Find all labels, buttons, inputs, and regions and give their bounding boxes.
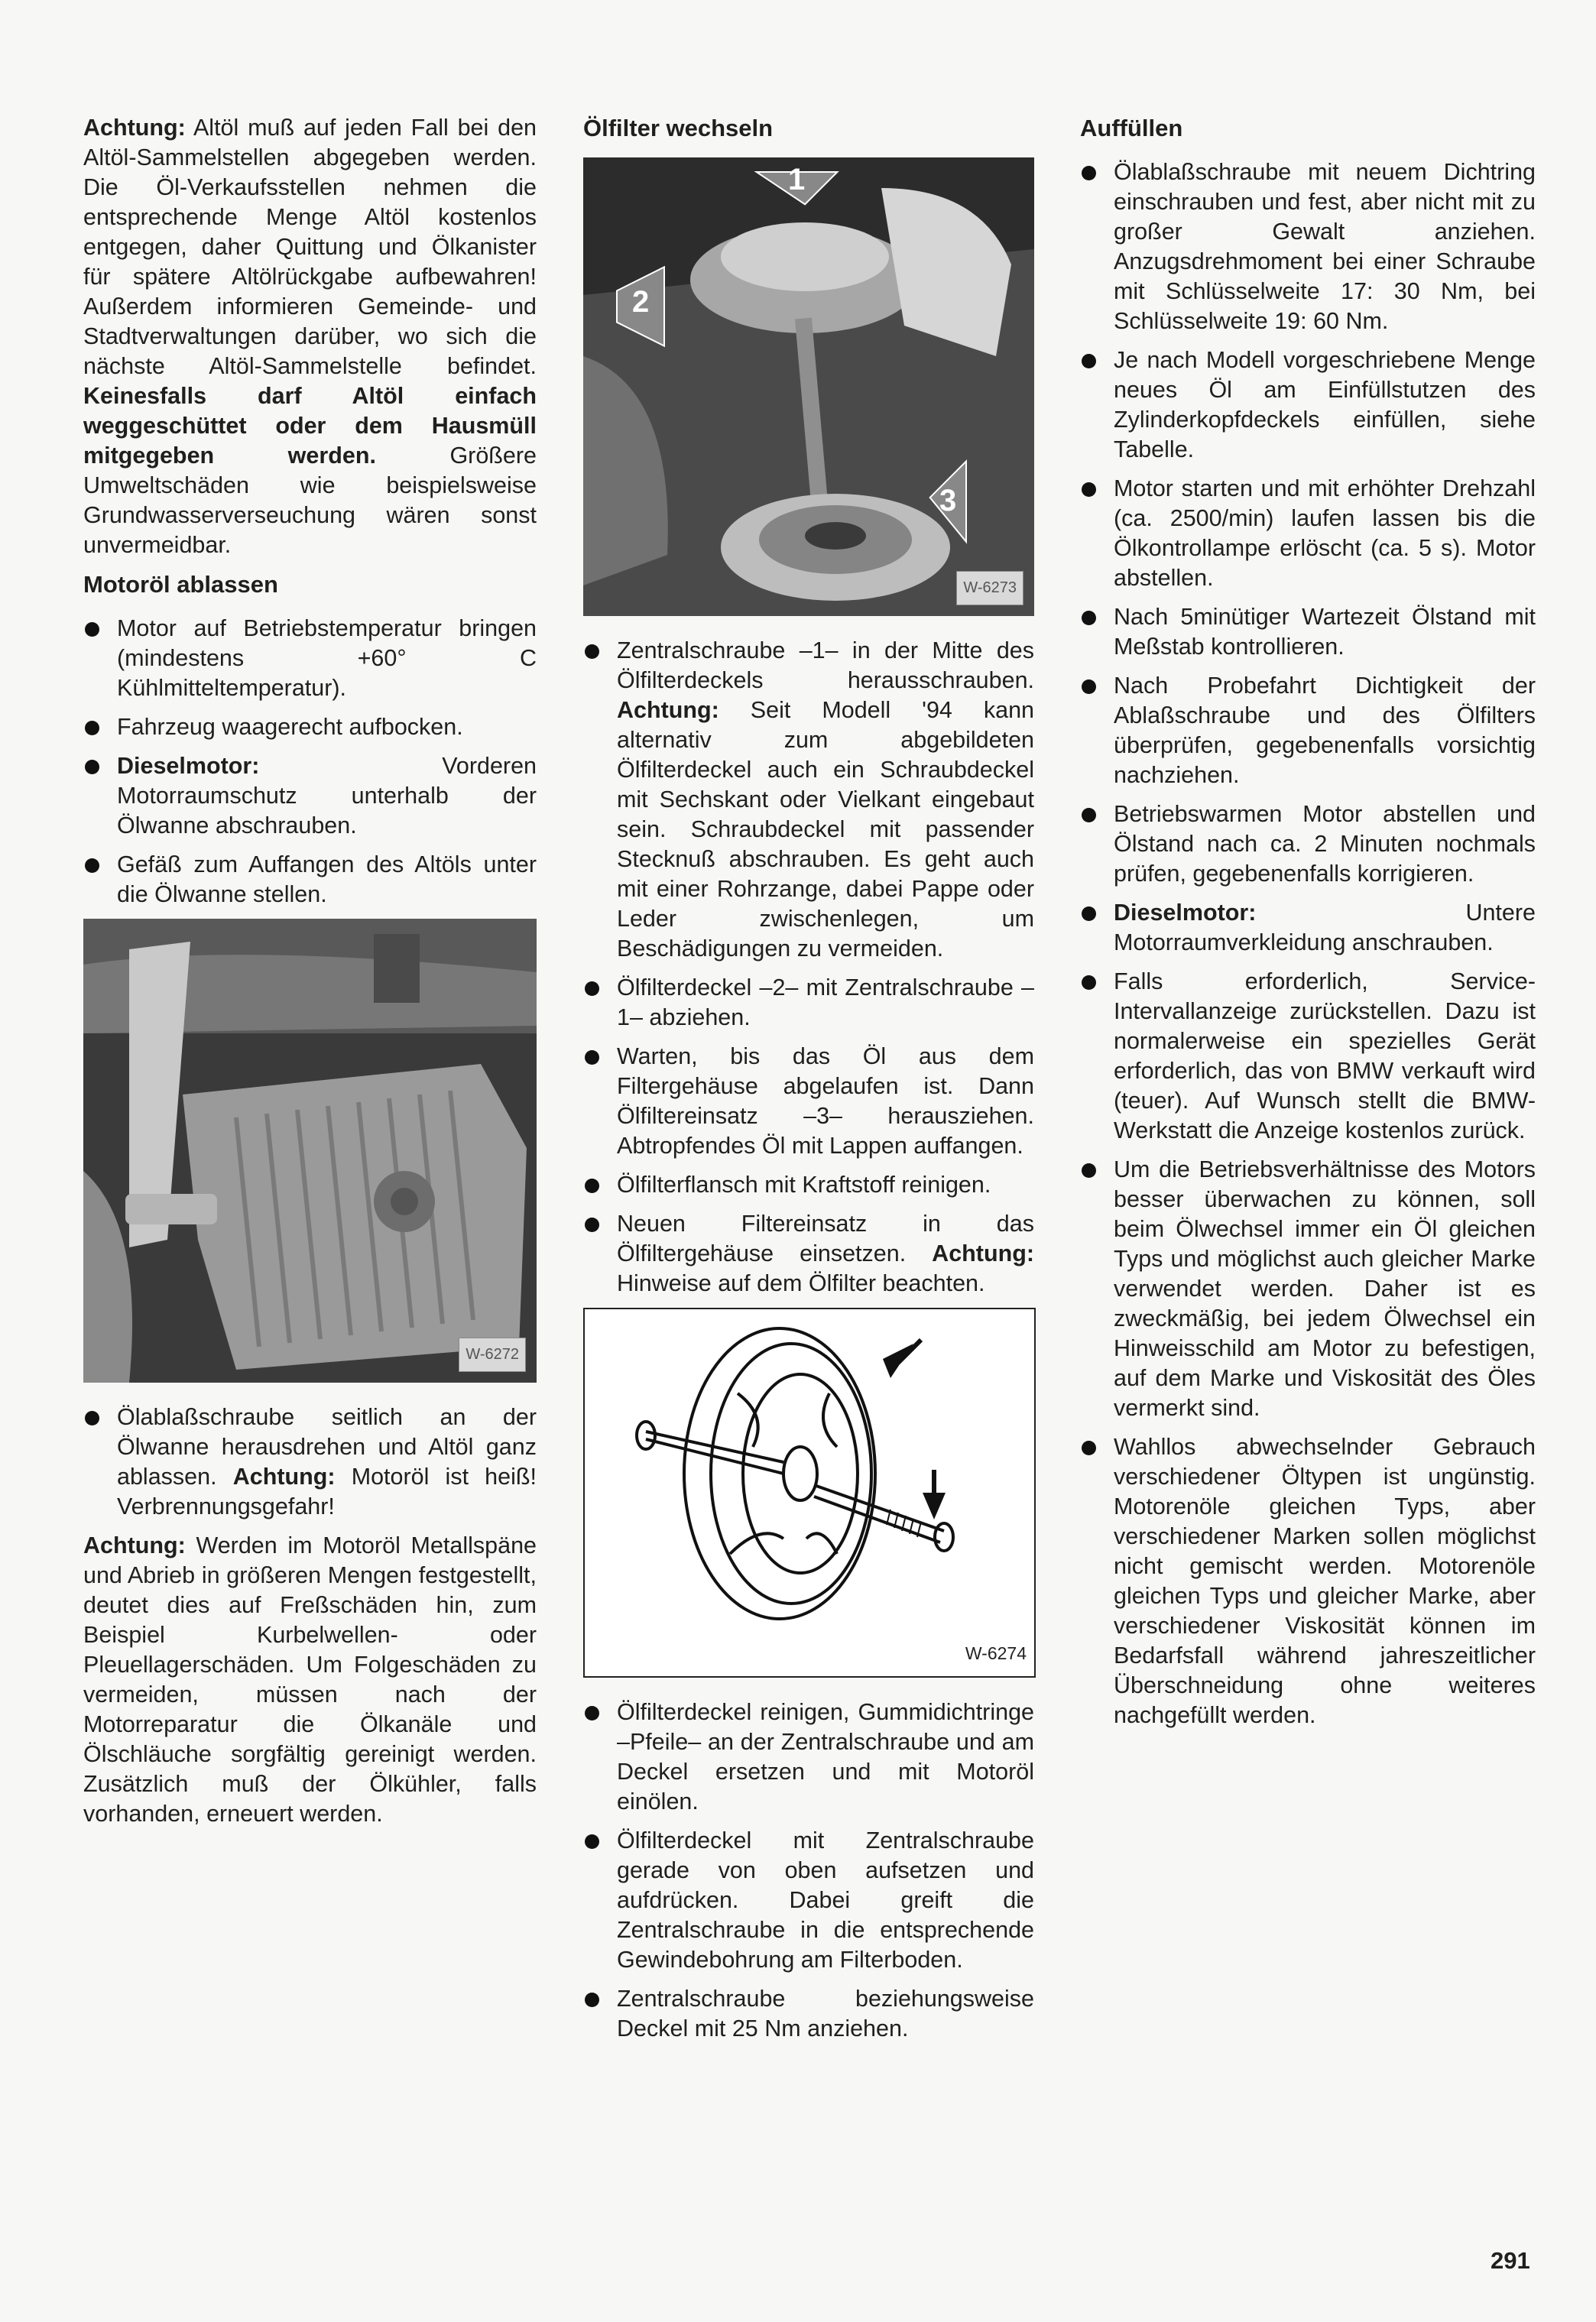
list-item: Je nach Modell vorgeschriebene Menge neues Öl am Einfüllstutzen des Zylinderkopfdeckels einfüllen, siehe Tabelle. — [1080, 345, 1536, 465]
oil-disposal-note: Achtung: Altöl muß auf jeden Fall bei den Altöl-Sammelstellen abgegeben werden. Die Öl-Verkaufsstellen nehmen die entsprechende Menge Altöl kostenlos entgegen, daher Quittung und Ölkanister für spätere Altölrückgabe aufbewahren! Außerdem informieren Gemeinde- und Stadtverwaltungen darüber, wo sich die nächste Altöl-Sammelstelle befindet. Keinesfalls darf Altöl einfach weggeschüttet oder dem Hausmüll mitgegeben werden. Größere Umweltschäden wie beispielsweise Grundwasserverseuchung wären sonst unvermeidbar. — [83, 115, 537, 558]
page-number: 291 — [1491, 2247, 1530, 2274]
list-item: Fahrzeug waagerecht aufbocken. — [83, 712, 537, 742]
list-item: Motor starten und mit erhöhter Drehzahl (ca. 2500/min) laufen lassen bis die Ölkontrollampe erlöscht (ca. 5 s). Motor abstellen. — [1080, 474, 1536, 593]
oil-pan-photo — [83, 919, 537, 1383]
list-item: Betriebswarmen Motor abstellen und Ölstand nach ca. 2 Minuten nochmals prüfen, gegebenenfalls korrigieren. — [1080, 799, 1536, 889]
section-heading-oil-filter: Ölfilter wechseln — [583, 115, 774, 141]
list-item: Ölablaßschraube seitlich an der Ölwanne herausdrehen und Altöl ganz ablassen. Achtung: Motoröl ist heiß! Verbrennungsgefahr! — [83, 1403, 537, 1522]
figure-code: W-6272 — [459, 1338, 526, 1372]
list-item: Ölfilterdeckel mit Zentralschraube gerade von oben aufsetzen und aufdrücken. Dabei greift die Zentralschraube in die entsprechende Gewindebohrung am Filterboden. — [583, 1826, 1034, 1975]
list-item: Warten, bis das Öl aus dem Filtergehäuse abgelaufen ist. Dann Ölfiltereinsatz –3– herausziehen. Abtropfendes Öl mit Lappen auffangen. — [583, 1042, 1034, 1161]
section-heading-drain-oil: Motoröl ablassen — [83, 571, 278, 598]
list-item: Dieselmotor: Vorderen Motorraumschutz unterhalb der Ölwanne abschrauben. — [83, 751, 537, 841]
drain-steps-list — [83, 614, 537, 910]
list-item: Nach 5minütiger Wartezeit Ölstand mit Meßstab kontrollieren. — [1080, 602, 1536, 662]
column-left — [83, 113, 537, 1838]
callout-2: 2 — [632, 285, 650, 319]
column-middle — [583, 113, 1034, 2053]
list-item: Motor auf Betriebstemperatur bringen (mindestens +60° C Kühlmitteltemperatur). — [83, 614, 537, 703]
drain-steps-list-2 — [83, 1403, 537, 1522]
list-item: Ölablaßschraube mit neuem Dichtring einschrauben und fest, aber nicht mit zu großer Gewalt anziehen. Anzugsdrehmoment bei einer Schraube mit Schlüsselweite 17: 30 Nm, bei Schlüsselweite 19: 60 Nm. — [1080, 157, 1536, 336]
oil-filter-photo-image — [583, 157, 1034, 616]
filter-cover-drawing-image — [585, 1309, 1034, 1676]
figure-code: W-6273 — [956, 571, 1023, 605]
filter-steps-list-2 — [583, 1698, 1034, 2044]
list-item: Ölfilterdeckel –2– mit Zentralschraube –1– abziehen. — [583, 973, 1034, 1033]
section-heading-refill: Auffüllen — [1080, 115, 1183, 141]
callout-1: 1 — [788, 163, 806, 196]
list-item: Neuen Filtereinsatz in das Ölfiltergehäuse einsetzen. Achtung: Hinweise auf dem Ölfilter beachten. — [583, 1209, 1034, 1299]
refill-steps-list — [1080, 157, 1536, 1730]
list-item: Zentralschraube –1– in der Mitte des Ölfilterdeckels herausschrauben. Achtung: Seit Modell '94 kann alternativ zum abgebildeten Ölfilterdeckel auch ein Schraubdeckel mit Sechskant oder Vielkant eingebaut sein. Schraubdeckel mit passender Stecknuß abschrauben. Es geht auch mit einer Rohrzange, dabei Pappe oder Leder zwischenlegen, um Beschädigungen zu vermeiden. — [583, 636, 1034, 964]
metal-chips-note: Achtung: Werden im Motoröl Metallspäne und Abrieb in größeren Mengen festgestellt, deutet dies auf Freßschäden hin, zum Beispiel Kurbelwellen- oder Pleuellagerschäden. Um Folgeschäden zu vermeiden, müssen nach der Motorreparatur die Ölkanäle und Ölschläuche sorgfältig gereinigt werden. Zusätzlich muß der Ölkühler, falls vorhanden, erneuert werden. — [83, 1532, 537, 1827]
oil-filter-photo — [583, 157, 1034, 616]
list-item: Ölfilterflansch mit Kraftstoff reinigen. — [583, 1170, 1034, 1200]
list-item: Gefäß zum Auffangen des Altöls unter die Ölwanne stellen. — [83, 850, 537, 910]
list-item: Dieselmotor: Untere Motorraumverkleidung anschrauben. — [1080, 898, 1536, 958]
list-item: Ölfilterdeckel reinigen, Gummidichtringe –Pfeile– an der Zentralschraube und am Deckel ersetzen und mit Motoröl einölen. — [583, 1698, 1034, 1817]
filter-steps-list — [583, 636, 1034, 1299]
filter-cover-drawing — [583, 1308, 1036, 1678]
list-item: Falls erforderlich, Service-Intervallanzeige zurückstellen. Dazu ist normalerweise ein spezielles Gerät erforderlich, das von BMW verkauft wird (teuer). Auf Wunsch stellt die BMW-Werkstatt die Anzeige kostenlos zurück. — [1080, 967, 1536, 1146]
figure-code: W-6274 — [965, 1643, 1027, 1663]
list-item: Nach Probefahrt Dichtigkeit der Ablaßschraube und des Ölfilters überprüfen, gegebenenfalls vorsichtig nachziehen. — [1080, 671, 1536, 790]
callout-3: 3 — [939, 484, 957, 517]
list-item: Um die Betriebsverhältnisse des Motors besser überwachen zu können, soll beim Ölwechsel immer ein Öl gleichen Typs und möglichst auch gleicher Marke verwendet werden. Daher ist es zweckmäßig, bei jedem Ölwechsel ein Hinweisschild am Motor zu befestigen, auf dem Marke und Viskosität des Öles vermerkt sind. — [1080, 1155, 1536, 1423]
column-right — [1080, 113, 1536, 1740]
list-item: Wahllos abwechselnder Gebrauch verschiedener Öltypen ist ungünstig. Motorenöle gleichen Typs, aber verschiedener Marken sollen möglichst nicht gemischt werden. Motorenöle gleichen Typs und gleicher Marke, aber verschiedener Viskosität können im Bedarfsfall während jahreszeitlicher Überschneidung ohne weiteres nachgefüllt werden. — [1080, 1432, 1536, 1730]
list-item: Zentralschraube beziehungsweise Deckel mit 25 Nm anziehen. — [583, 1984, 1034, 2044]
oil-pan-photo-image — [83, 919, 537, 1383]
